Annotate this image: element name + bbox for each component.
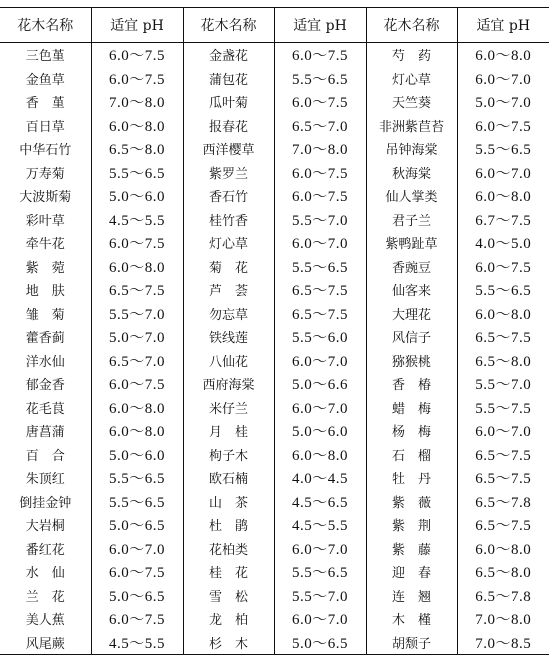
plant-name-cell: 芍 药 bbox=[366, 43, 457, 67]
ph-range-cell: 6.5～7.0 bbox=[274, 114, 366, 138]
plant-name-cell: 百 合 bbox=[0, 443, 91, 467]
table-row bbox=[0, 584, 549, 608]
table-row bbox=[0, 396, 549, 420]
plant-name-cell: 大理花 bbox=[366, 302, 457, 326]
table-row bbox=[0, 255, 549, 279]
plant-name-cell: 风尾蕨 bbox=[0, 631, 91, 655]
plant-name-cell: 猕猴桃 bbox=[366, 349, 457, 373]
plant-name-cell: 桂竹香 bbox=[183, 208, 274, 232]
ph-range-cell: 6.5～7.5 bbox=[475, 330, 532, 347]
plant-name-cell: 木 槿 bbox=[366, 607, 457, 631]
ph-range-cell: 6.0～7.5 bbox=[274, 184, 366, 208]
plant-name-cell: 大岩桐 bbox=[0, 513, 91, 537]
plant-name-cell: 秋海棠 bbox=[366, 161, 457, 185]
header-ph-1: 适宜 pH bbox=[91, 8, 183, 43]
plant-name-cell: 百日草 bbox=[0, 114, 91, 138]
ph-range-cell: 5.0～7.0 bbox=[475, 95, 532, 112]
plant-name-cell: 八仙花 bbox=[183, 349, 274, 373]
flower-ph-table bbox=[0, 7, 549, 655]
ph-range-cell: 5.5～7.0 bbox=[91, 302, 183, 326]
ph-range-cell: 4.0～4.5 bbox=[274, 466, 366, 490]
plant-name-cell: 瓜叶菊 bbox=[183, 90, 274, 114]
plant-name-cell: 灯心草 bbox=[366, 67, 457, 91]
plant-name-cell: 彩叶草 bbox=[0, 208, 91, 232]
plant-name-cell: 洋水仙 bbox=[0, 349, 91, 373]
plant-name-cell: 月 桂 bbox=[183, 419, 274, 443]
header-plant-name-3: 花木名称 bbox=[366, 8, 457, 43]
ph-range-cell: 6.5～8.0 bbox=[475, 353, 532, 370]
ph-range-cell: 5.0～6.6 bbox=[274, 372, 366, 396]
plant-name-cell: 灯心草 bbox=[183, 231, 274, 255]
header-ph-3: 适宜 pH bbox=[457, 8, 549, 43]
plant-name-cell: 杨 梅 bbox=[366, 419, 457, 443]
table-row bbox=[0, 302, 549, 326]
plant-name-cell: 枸子木 bbox=[183, 443, 274, 467]
ph-range-cell: 5.5～6.5 bbox=[475, 283, 532, 300]
plant-name-cell: 水 仙 bbox=[0, 560, 91, 584]
table-row bbox=[0, 90, 549, 114]
header-plant-name-2: 花木名称 bbox=[183, 8, 274, 43]
table-row bbox=[0, 67, 549, 91]
plant-name-cell: 花毛茛 bbox=[0, 396, 91, 420]
ph-range-cell: 6.0～8.0 bbox=[475, 306, 532, 323]
ph-range-cell: 5.5～7.0 bbox=[274, 584, 366, 608]
plant-name-cell: 桂 花 bbox=[183, 560, 274, 584]
plant-name-cell: 中华石竹 bbox=[0, 137, 91, 161]
table-row bbox=[0, 372, 549, 396]
header-plant-name-1: 花木名称 bbox=[0, 8, 91, 43]
ph-range-cell: 7.0～8.5 bbox=[475, 635, 532, 652]
ph-range-cell: 7.0～8.0 bbox=[274, 137, 366, 161]
plant-name-cell: 芦 荟 bbox=[183, 278, 274, 302]
ph-range-cell: 6.0～7.0 bbox=[475, 165, 532, 182]
plant-name-cell: 菊 花 bbox=[183, 255, 274, 279]
ph-range-cell: 6.0～8.0 bbox=[274, 443, 366, 467]
ph-range-cell: 5.5～7.0 bbox=[274, 208, 366, 232]
table-row bbox=[0, 607, 549, 631]
ph-range-cell: 6.5～7.0 bbox=[91, 349, 183, 373]
ph-range-cell: 6.0～7.5 bbox=[274, 90, 366, 114]
ph-range-cell: 5.5～6.0 bbox=[274, 325, 366, 349]
ph-range-cell: 7.0～8.0 bbox=[91, 90, 183, 114]
ph-range-cell: 5.0～6.5 bbox=[91, 584, 183, 608]
plant-name-cell: 杉 木 bbox=[183, 631, 274, 655]
ph-range-cell: 4.0～5.0 bbox=[475, 236, 532, 253]
ph-range-cell: 6.0～7.5 bbox=[475, 259, 532, 276]
plant-name-cell: 牡 丹 bbox=[366, 466, 457, 490]
plant-name-cell: 香 堇 bbox=[0, 90, 91, 114]
ph-range-cell: 6.0～7.5 bbox=[91, 607, 183, 631]
plant-name-cell: 天竺葵 bbox=[366, 90, 457, 114]
table-row bbox=[0, 137, 549, 161]
ph-range-cell: 4.5～5.5 bbox=[274, 513, 366, 537]
plant-name-cell: 朱顶红 bbox=[0, 466, 91, 490]
plant-name-cell: 君子兰 bbox=[366, 208, 457, 232]
plant-name-cell: 勿忘草 bbox=[183, 302, 274, 326]
plant-name-cell: 倒挂金钟 bbox=[0, 490, 91, 514]
plant-name-cell: 杜 鹃 bbox=[183, 513, 274, 537]
plant-name-cell: 紫鸭趾草 bbox=[366, 231, 457, 255]
plant-name-cell: 香石竹 bbox=[183, 184, 274, 208]
ph-range-cell: 6.0～7.0 bbox=[274, 607, 366, 631]
table-row bbox=[0, 161, 549, 185]
ph-range-cell: 6.5～7.8 bbox=[475, 494, 532, 511]
plant-name-cell: 香 椿 bbox=[366, 372, 457, 396]
ph-range-cell: 5.0～6.0 bbox=[91, 443, 183, 467]
ph-range-cell: 7.0～8.0 bbox=[475, 612, 532, 629]
table-row bbox=[0, 490, 549, 514]
ph-range-cell: 6.0～7.0 bbox=[274, 396, 366, 420]
plant-name-cell: 金鱼草 bbox=[0, 67, 91, 91]
table-row bbox=[0, 466, 549, 490]
plant-name-cell: 紫罗兰 bbox=[183, 161, 274, 185]
ph-range-cell: 6.5～7.5 bbox=[91, 278, 183, 302]
ph-range-cell: 6.0～7.0 bbox=[274, 537, 366, 561]
table-row bbox=[0, 114, 549, 138]
ph-range-cell: 6.5～8.0 bbox=[91, 137, 183, 161]
plant-name-cell: 大波斯菊 bbox=[0, 184, 91, 208]
plant-name-cell: 郁金香 bbox=[0, 372, 91, 396]
plant-name-cell: 胡颓子 bbox=[366, 631, 457, 655]
table-row bbox=[0, 513, 549, 537]
plant-name-cell: 紫 菀 bbox=[0, 255, 91, 279]
ph-range-cell: 6.5～7.5 bbox=[274, 302, 366, 326]
ph-range-cell: 5.5～6.5 bbox=[91, 161, 183, 185]
ph-range-cell: 6.0～8.0 bbox=[91, 396, 183, 420]
plant-name-cell: 欧石楠 bbox=[183, 466, 274, 490]
ph-range-cell: 5.0～7.0 bbox=[91, 325, 183, 349]
ph-range-cell: 5.5～6.5 bbox=[475, 142, 532, 159]
plant-name-cell: 西府海棠 bbox=[183, 372, 274, 396]
plant-name-cell: 迎 春 bbox=[366, 560, 457, 584]
ph-range-cell: 5.0～6.5 bbox=[274, 631, 366, 655]
ph-range-cell: 5.0～6.0 bbox=[274, 419, 366, 443]
ph-range-cell: 6.0～8.0 bbox=[91, 419, 183, 443]
table-header bbox=[0, 8, 549, 43]
plant-name-cell: 地 肤 bbox=[0, 278, 91, 302]
ph-range-cell: 6.5～7.5 bbox=[475, 447, 532, 464]
table-row bbox=[0, 631, 549, 655]
ph-range-cell: 5.0～6.5 bbox=[91, 513, 183, 537]
plant-name-cell: 雏 菊 bbox=[0, 302, 91, 326]
header-row bbox=[0, 8, 549, 43]
ph-range-cell: 5.5～7.0 bbox=[475, 377, 532, 394]
table-row bbox=[0, 325, 549, 349]
table-row bbox=[0, 443, 549, 467]
plant-name-cell: 风信子 bbox=[366, 325, 457, 349]
plant-name-cell: 兰 花 bbox=[0, 584, 91, 608]
plant-name-cell: 西洋樱草 bbox=[183, 137, 274, 161]
ph-range-cell: 6.0～7.5 bbox=[91, 560, 183, 584]
plant-name-cell: 蜡 梅 bbox=[366, 396, 457, 420]
plant-name-cell: 雪 松 bbox=[183, 584, 274, 608]
plant-name-cell: 番红花 bbox=[0, 537, 91, 561]
plant-name-cell: 蒲包花 bbox=[183, 67, 274, 91]
table-row bbox=[0, 349, 549, 373]
ph-range-cell: 6.5～7.5 bbox=[475, 471, 532, 488]
plant-name-cell: 香豌豆 bbox=[366, 255, 457, 279]
plant-name-cell: 藿香蓟 bbox=[0, 325, 91, 349]
ph-range-cell: 6.0～7.5 bbox=[91, 67, 183, 91]
ph-range-cell: 6.0～7.5 bbox=[91, 231, 183, 255]
plant-name-cell: 花柏类 bbox=[183, 537, 274, 561]
plant-name-cell: 万寿菊 bbox=[0, 161, 91, 185]
plant-name-cell: 紫 藤 bbox=[366, 537, 457, 561]
table-row bbox=[0, 208, 549, 232]
plant-name-cell: 牵牛花 bbox=[0, 231, 91, 255]
plant-name-cell: 石 榴 bbox=[366, 443, 457, 467]
table-row bbox=[0, 43, 549, 67]
ph-range-cell: 4.5～5.5 bbox=[91, 631, 183, 655]
plant-name-cell: 仙人掌类 bbox=[366, 184, 457, 208]
ph-range-cell: 6.7～7.5 bbox=[475, 212, 532, 229]
plant-name-cell: 连 翘 bbox=[366, 584, 457, 608]
ph-range-cell: 5.5～7.5 bbox=[475, 400, 532, 417]
plant-name-cell: 龙 柏 bbox=[183, 607, 274, 631]
plant-name-cell: 吊钟海棠 bbox=[366, 137, 457, 161]
table-row bbox=[0, 537, 549, 561]
ph-range-cell: 6.5～7.5 bbox=[475, 518, 532, 535]
ph-range-cell: 6.0～7.5 bbox=[475, 118, 532, 135]
plant-name-cell: 报春花 bbox=[183, 114, 274, 138]
table-row bbox=[0, 278, 549, 302]
ph-range-cell: 6.0～7.5 bbox=[91, 43, 183, 67]
ph-range-cell: 6.0～7.0 bbox=[274, 349, 366, 373]
ph-range-cell: 6.0～8.0 bbox=[91, 114, 183, 138]
plant-name-cell: 仙客来 bbox=[366, 278, 457, 302]
ph-range-cell: 5.5～6.5 bbox=[274, 560, 366, 584]
plant-name-cell: 紫 薇 bbox=[366, 490, 457, 514]
ph-range-cell: 6.5～7.5 bbox=[274, 278, 366, 302]
plant-name-cell: 铁线莲 bbox=[183, 325, 274, 349]
ph-range-cell: 6.0～8.0 bbox=[91, 255, 183, 279]
plant-name-cell: 米仔兰 bbox=[183, 396, 274, 420]
ph-range-cell: 5.5～6.5 bbox=[91, 466, 183, 490]
ph-range-cell: 6.0～7.0 bbox=[475, 71, 532, 88]
ph-range-cell: 5.5～6.5 bbox=[274, 255, 366, 279]
ph-range-cell: 5.5～6.5 bbox=[274, 67, 366, 91]
ph-range-cell: 6.0～7.5 bbox=[274, 161, 366, 185]
plant-name-cell: 山 茶 bbox=[183, 490, 274, 514]
plant-name-cell: 三色堇 bbox=[0, 43, 91, 67]
ph-range-cell: 6.0～7.0 bbox=[274, 231, 366, 255]
ph-range-cell: 6.0～7.0 bbox=[91, 537, 183, 561]
header-ph-2: 适宜 pH bbox=[274, 8, 366, 43]
ph-range-cell: 4.5～6.5 bbox=[274, 490, 366, 514]
plant-name-cell: 非洲紫苣苔 bbox=[366, 114, 457, 138]
table-row bbox=[0, 419, 549, 443]
ph-range-cell: 4.5～5.5 bbox=[91, 208, 183, 232]
ph-range-cell: 6.5～8.0 bbox=[475, 565, 532, 582]
table-row bbox=[0, 231, 549, 255]
ph-range-cell: 6.0～8.0 bbox=[475, 541, 532, 558]
table-row bbox=[0, 184, 549, 208]
plant-name-cell: 金盏花 bbox=[183, 43, 274, 67]
ph-range-cell: 6.0～8.0 bbox=[475, 189, 532, 206]
table-row bbox=[0, 560, 549, 584]
plant-name-cell: 美人蕉 bbox=[0, 607, 91, 631]
ph-range-cell: 6.0～7.0 bbox=[475, 424, 532, 441]
ph-range-cell: 5.5～6.5 bbox=[91, 490, 183, 514]
plant-name-cell: 紫 荆 bbox=[366, 513, 457, 537]
ph-range-cell: 6.0～7.5 bbox=[274, 43, 366, 67]
ph-range-cell: 5.0～6.0 bbox=[91, 184, 183, 208]
ph-range-cell: 6.5～7.8 bbox=[475, 588, 532, 605]
table-body bbox=[0, 43, 549, 655]
ph-range-cell: 6.0～8.0 bbox=[475, 48, 532, 65]
ph-range-cell: 6.0～7.5 bbox=[91, 372, 183, 396]
plant-name-cell: 唐菖蒲 bbox=[0, 419, 91, 443]
